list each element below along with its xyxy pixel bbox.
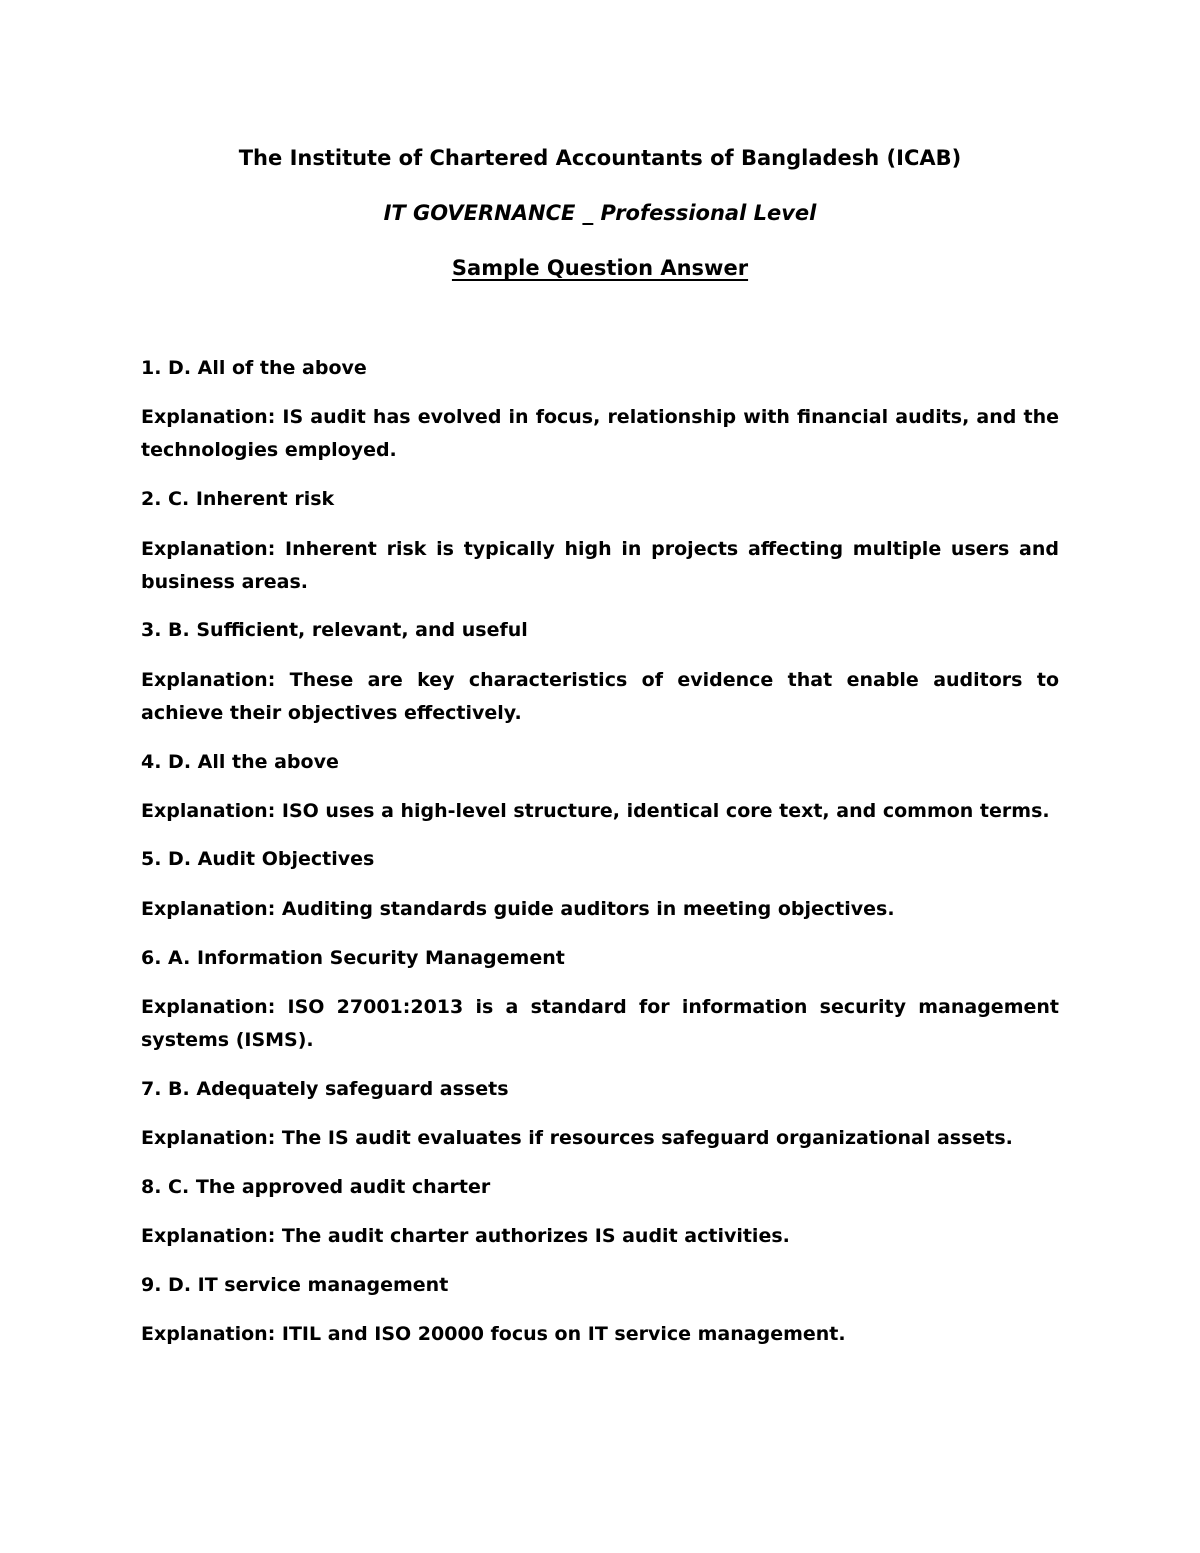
explanation-1: Explanation: IS audit has evolved in focus, relationship with financial audits, and the technologies employed. [141,406,1059,461]
document-title: The Institute of Chartered Accountants of Bangladesh (ICAB) [238,146,962,170]
answer-5: 5. D. Audit Objectives [141,848,375,870]
explanation-7: Explanation: The IS audit evaluates if resources safeguard organizational assets. [141,1127,1013,1149]
answer-3: 3. B. Sufficient, relevant, and useful [141,619,528,641]
section-heading: Sample Question Answer [451,256,749,280]
answer-7: 7. B. Adequately safeguard assets [141,1078,509,1100]
answer-8: 8. C. The approved audit charter [141,1176,491,1198]
explanation-5: Explanation: Auditing standards guide auditors in meeting objectives. [141,898,895,920]
answer-6: 6. A. Information Security Management [141,947,565,969]
explanation-8: Explanation: The audit charter authorizes IS audit activities. [141,1225,790,1247]
explanation-6: Explanation: ISO 27001:2013 is a standard for information security management systems (ISMS). [141,996,1059,1051]
answer-9: 9. D. IT service management [141,1274,449,1296]
explanation-9: Explanation: ITIL and ISO 20000 focus on IT service management. [141,1323,846,1345]
answer-4: 4. D. All the above [141,751,339,773]
answer-1: 1. D. All of the above [141,357,367,379]
explanation-2: Explanation: Inherent risk is typically high in projects affecting multiple users and business areas. [141,538,1059,593]
explanation-3: Explanation: These are key characteristics of evidence that enable auditors to achieve their objectives effectively. [141,669,1059,724]
answer-2: 2. C. Inherent risk [141,488,335,510]
explanation-4: Explanation: ISO uses a high-level structure, identical core text, and common terms. [141,800,1050,822]
document-subtitle: IT GOVERNANCE _ Professional Level [383,201,817,225]
